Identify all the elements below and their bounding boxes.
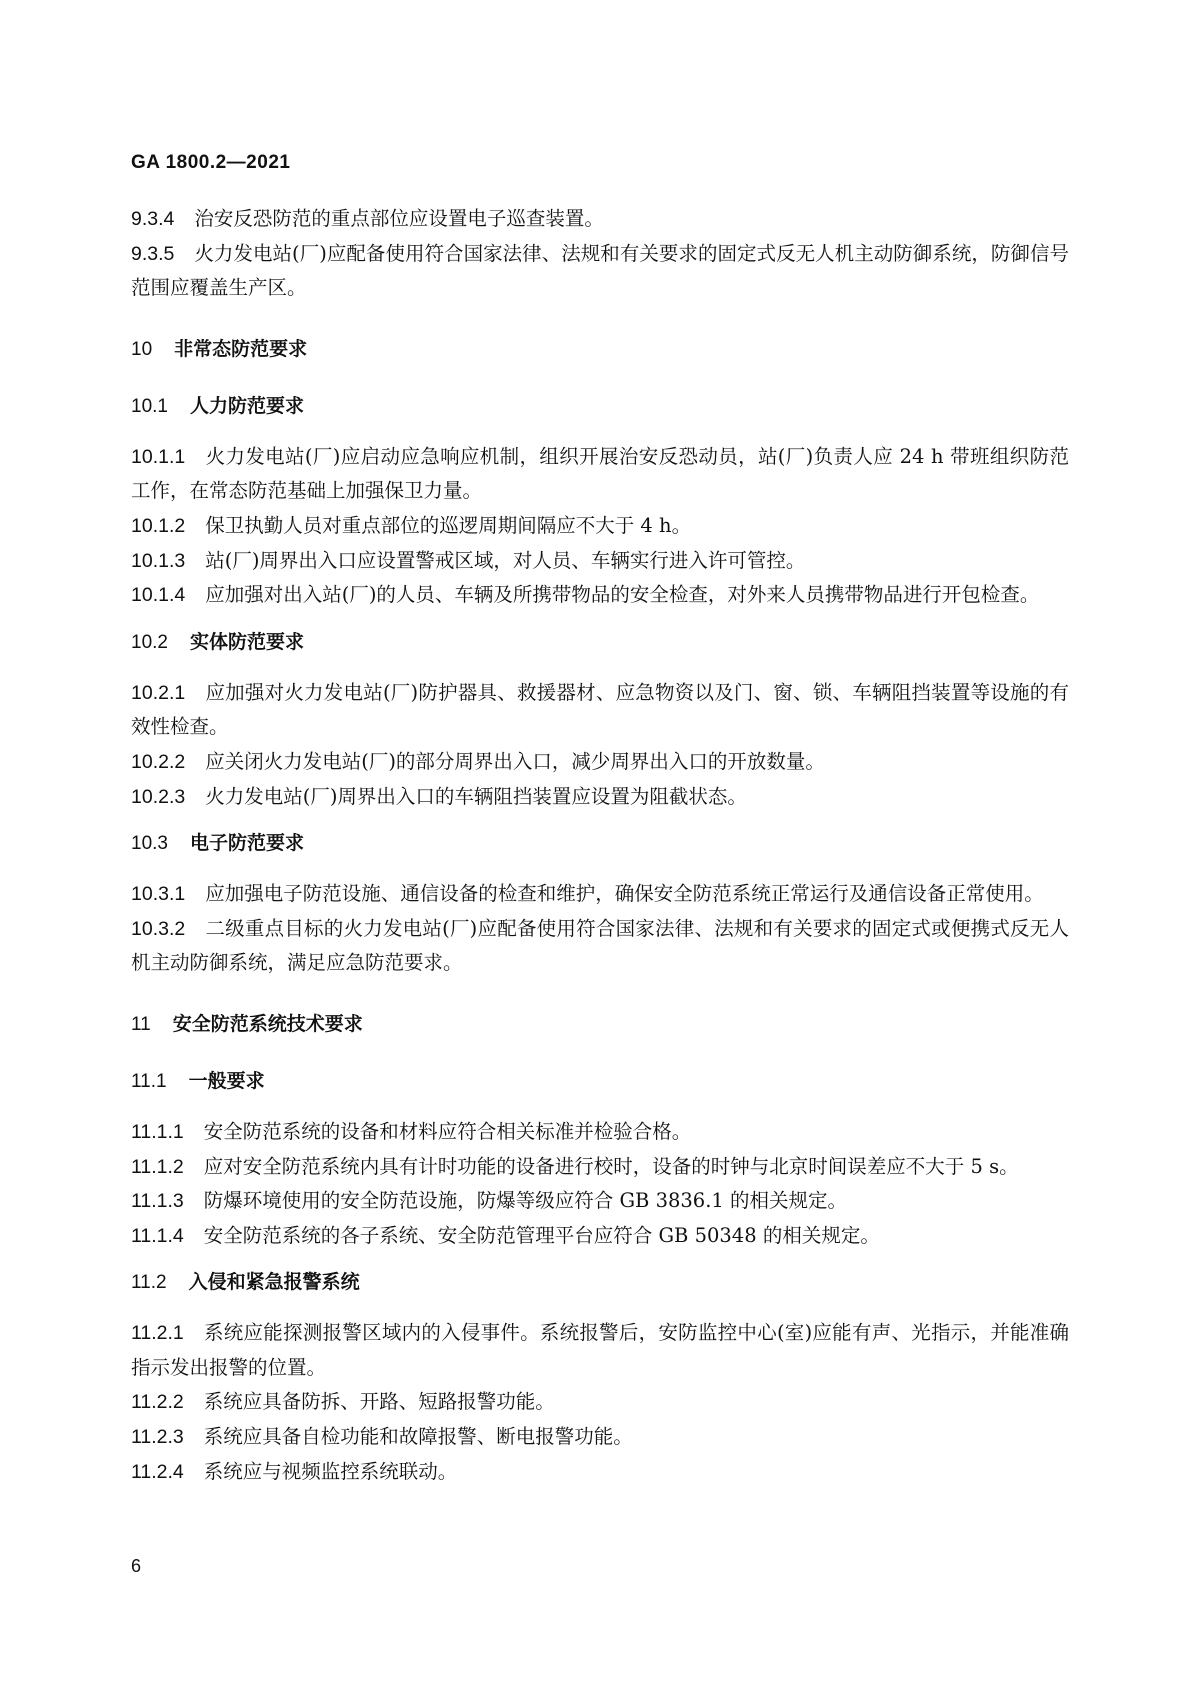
clause-11-2-3	[131, 1420, 1069, 1455]
clause-text: 保卫执勤人员对重点部位的巡逻周期间隔应不大于 4 h。	[205, 513, 692, 537]
clause-number: 11.2.4	[131, 1460, 184, 1483]
clause-10-1-3	[131, 544, 1069, 579]
clause-text: 火力发电站(厂)应启动应急响应机制，组织开展治安反恐动员，站(厂)负责人应 24 h 带班组织防范工作，在常态防范基础上加强保卫力量。	[131, 444, 1069, 503]
clause-number: 10.2.2	[131, 750, 186, 773]
clause-number: 9.3.4	[131, 208, 175, 230]
clause-10-1-4	[131, 578, 1069, 613]
subsection-heading-10-1	[131, 389, 1069, 424]
clause-text: 系统应能探测报警区域内的入侵事件。系统报警后，安防监控中心(室)应能有声、光指示，并能准确指示发出报警的位置。	[131, 1321, 1069, 1379]
subsection-number: 11.1	[131, 1070, 167, 1092]
clause-number: 11.2.3	[131, 1426, 184, 1449]
clause-text: 防爆环境使用的安全防范设施，防爆等级应符合 GB 3836.1 的相关规定。	[203, 1189, 848, 1213]
subsection-heading-10-2	[131, 625, 1069, 660]
clause-text: 治安反恐防范的重点部位应设置电子巡查装置。	[194, 207, 604, 230]
clause-10-1-1	[131, 440, 1069, 509]
subsection-title: 入侵和紧急报警系统	[188, 1271, 360, 1294]
subsection-number: 10.2	[131, 631, 168, 653]
clause-10-2-3	[131, 780, 1069, 815]
section-number: 11	[131, 1013, 151, 1035]
clause-text: 火力发电站(厂)周界出入口的车辆阻挡装置应设置为阻截状态。	[205, 784, 747, 808]
subsection-title: 实体防范要求	[189, 630, 304, 653]
section-title: 安全防范系统技术要求	[172, 1012, 363, 1035]
subsection-title: 电子防范要求	[189, 832, 304, 855]
standard-id: GA 1800.2—2021	[131, 152, 291, 173]
clause-number: 11.2.1	[131, 1322, 184, 1345]
clause-text: 二级重点目标的火力发电站(厂)应配备使用符合国家法律、法规和有关要求的固定式或便携式反无人机主动防御系统，满足应急防范要求。	[131, 916, 1069, 975]
clause-text: 系统应与视频监控系统联动。	[203, 1459, 458, 1483]
subsection-number: 11.2	[131, 1272, 167, 1294]
clause-10-2-2	[131, 745, 1069, 780]
subsection-heading-11-2	[131, 1265, 1069, 1300]
clause-number: 10.3.1	[131, 883, 186, 906]
clause-text: 系统应具备防拆、开路、短路报警功能。	[203, 1390, 555, 1414]
clause-number: 10.3.2	[131, 917, 186, 940]
section-number: 10	[131, 338, 153, 360]
section-title: 非常态防范要求	[174, 337, 308, 360]
clause-number: 10.1.3	[131, 549, 186, 572]
subsection-heading-10-3	[131, 826, 1069, 861]
clause-11-1-3	[131, 1184, 1069, 1219]
subsection-number: 10.1	[131, 395, 168, 417]
clause-11-2-1	[131, 1316, 1069, 1385]
subsection-title: 一般要求	[188, 1069, 265, 1092]
clause-11-2-2	[131, 1385, 1069, 1420]
document-body	[131, 202, 1069, 1489]
clause-number: 11.1.1	[131, 1120, 184, 1143]
clause-number: 11.1.2	[131, 1155, 184, 1178]
clause-11-1-2	[131, 1150, 1069, 1185]
clause-9-3-4	[131, 202, 1069, 237]
clause-number: 10.1.2	[131, 514, 186, 537]
clause-text: 应对安全防范系统内具有计时功能的设备进行校时，设备的时钟与北京时间误差应不大于 5 s。	[203, 1154, 1019, 1178]
clause-number: 10.1.1	[131, 445, 186, 468]
clause-number: 9.3.5	[131, 242, 175, 265]
clause-11-1-1	[131, 1115, 1069, 1150]
clause-number: 10.2.1	[131, 681, 186, 704]
clause-text: 安全防范系统的各子系统、安全防范管理平台应符合 GB 50348 的相关规定。	[203, 1223, 880, 1247]
page-number: 6	[131, 1556, 142, 1576]
clause-11-1-4	[131, 1219, 1069, 1254]
clause-10-1-2	[131, 509, 1069, 544]
subsection-heading-11-1	[131, 1064, 1069, 1099]
clause-text: 火力发电站(厂)应配备使用符合国家法律、法规和有关要求的固定式反无人机主动防御系统，防御信号范围应覆盖生产区。	[131, 241, 1069, 300]
clause-text: 安全防范系统的设备和材料应符合相关标准并检验合格。	[203, 1119, 692, 1143]
clause-text: 应关闭火力发电站(厂)的部分周界出入口，减少周界出入口的开放数量。	[205, 749, 825, 773]
subsection-title: 人力防范要求	[189, 394, 304, 417]
clause-9-3-5	[131, 237, 1069, 306]
clause-text: 应加强对火力发电站(厂)防护器具、救援器材、应急物资以及门、窗、锁、车辆阻挡装置等设施的有效性检查。	[131, 680, 1069, 739]
clause-number: 11.1.4	[131, 1224, 184, 1247]
clause-number: 11.2.2	[131, 1391, 184, 1414]
clause-text: 系统应具备自检功能和故障报警、断电报警功能。	[203, 1425, 633, 1449]
clause-11-2-4	[131, 1455, 1069, 1490]
clause-10-3-2	[131, 912, 1069, 981]
clause-text: 应加强对出入站(厂)的人员、车辆及所携带物品的安全检查，对外来人员携带物品进行开包检查。	[205, 583, 1040, 607]
clause-number: 11.1.3	[131, 1190, 184, 1213]
clause-10-2-1	[131, 676, 1069, 745]
clause-number: 10.2.3	[131, 785, 186, 808]
section-heading-11	[131, 1007, 1069, 1042]
clause-text: 应加强电子防范设施、通信设备的检查和维护，确保安全防范系统正常运行及通信设备正常使用。	[205, 882, 1044, 906]
clause-10-3-1	[131, 877, 1069, 912]
section-heading-10	[131, 332, 1069, 367]
clause-text: 站(厂)周界出入口应设置警戒区域，对人员、车辆实行进入许可管控。	[205, 548, 806, 572]
clause-number: 10.1.4	[131, 584, 186, 607]
subsection-number: 10.3	[131, 833, 168, 855]
